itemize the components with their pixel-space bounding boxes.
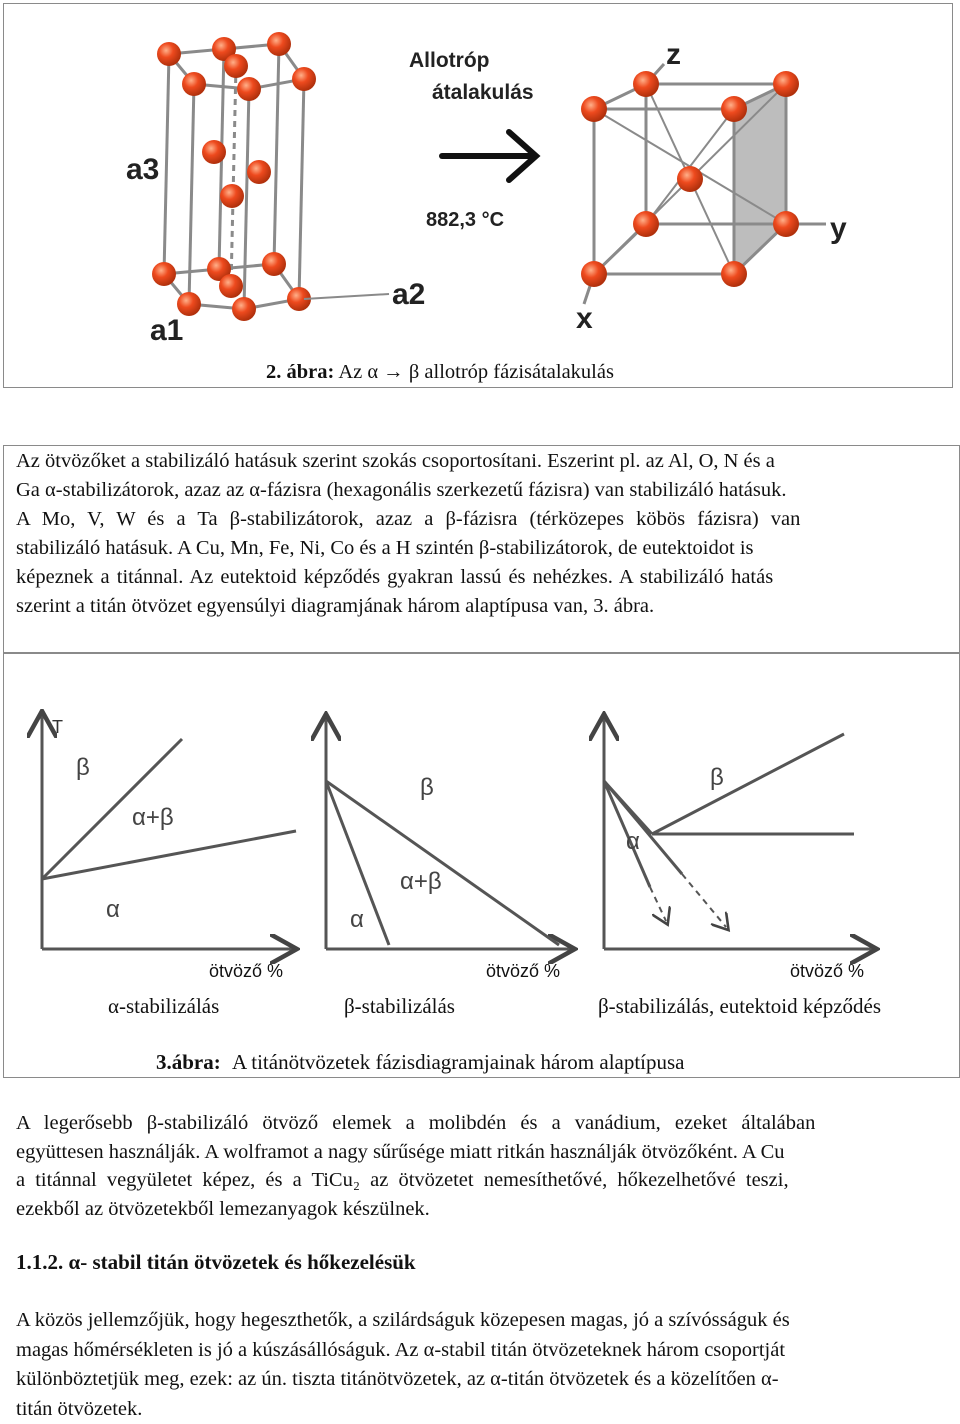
- paragraph-1-line: szerint a titán ötvözet egyensúlyi diagramjának három alaptípusa van, 3. ábra.: [16, 592, 946, 621]
- paragraph-2-line: a titánnal vegyületet képez, és a TiCu₂ az ötvözetet nemesíthetővé, hőkezelhetővé teszi,: [16, 1166, 946, 1195]
- paragraph-1: [16, 447, 946, 621]
- paragraph-2-line: ezekből az ötvözetekből lemezanyagok készülnek.: [16, 1195, 946, 1224]
- diagram-3-region-bottom: α: [626, 828, 640, 855]
- paragraph-1-line: Az ötvözőket a stabilizáló hatásuk szerint szokás csoportosítani. Eszerint pl. az Al, O, N és a: [16, 447, 946, 476]
- figure-3-box: [3, 653, 960, 1078]
- figure-3-caption-text: A titánötvözetek fázisdiagramjainak három alaptípusa: [232, 1050, 685, 1074]
- paragraph-1-line: Ga α-stabilizátorok, azaz az α-fázisra (hexagonális szerkezetű fázisra) van stabilizáló hatásuk.: [16, 476, 946, 505]
- diagram-1-region-bottom: α: [106, 896, 120, 923]
- diagram-1-region-mid: α+β: [132, 804, 174, 831]
- diagram-3-xlabel: ötvöző %: [790, 961, 864, 982]
- crystal-structure-figure: [4, 4, 952, 344]
- diagram-3-caption: β-stabilizálás, eutektoid képződés: [598, 994, 881, 1019]
- paragraph-1-line: stabilizáló hatásuk. A Cu, Mn, Fe, Ni, Co és a H szintén β-stabilizátorok, de eutektoidot is: [16, 534, 946, 563]
- paragraph-2-line: együttesen használják. A wolframot a nagy sűrűsége miatt ritkán használják ötvözőként. A Cu: [16, 1138, 946, 1167]
- label-a2: a2: [392, 278, 425, 311]
- section-title: α- stabil titán ötvözetek és hőkezelésük: [69, 1250, 416, 1274]
- paragraph-3: [16, 1306, 946, 1424]
- paragraph-3-line: A közös jellemzőjük, hogy hegeszthetők, a szilárdságuk közepesen magas, jó a szívósságuk és: [16, 1306, 946, 1336]
- label-x: x: [576, 302, 593, 335]
- diagram-2-region-bottom: α: [350, 906, 364, 933]
- arrow-title-2: átalakulás: [432, 81, 534, 104]
- paragraph-3-line: titán ötvözetek.: [16, 1395, 946, 1424]
- cubic-cell: [581, 64, 826, 304]
- diagram-2-xlabel: ötvöző %: [486, 961, 560, 982]
- figure-2-caption: [266, 361, 614, 384]
- label-a3: a3: [126, 153, 159, 186]
- paragraph-1-line: A Mo, V, W és a Ta β-stabilizátorok, azaz a β-fázisra (térközepes köbös fázisra) van: [16, 505, 946, 534]
- diagram-2-caption: β-stabilizálás: [344, 994, 455, 1019]
- alpha-stabilization-diagram: [42, 714, 296, 949]
- label-a1: a1: [150, 314, 183, 344]
- figure-3-caption-prefix: 3.ábra:: [156, 1050, 221, 1074]
- paragraph-3-line: különböztetjük meg, ezek: az ún. tiszta titánötvözetek, az α-titán ötvözetek és a közelítően α-: [16, 1365, 946, 1395]
- transformation-arrow-icon: [442, 132, 536, 180]
- figure-3-caption: [156, 1050, 685, 1075]
- arrow-title-1: Allotróp: [409, 49, 489, 72]
- paragraph-2-line: A legerősebb β-stabilizáló ötvöző elemek a molibdén és a vanádium, ezeket általában: [16, 1109, 946, 1138]
- section-number: 1.1.2.: [16, 1250, 63, 1274]
- eutectoid-diagram: [604, 717, 874, 949]
- paragraph-1-line: képeznek a titánnal. Az eutektoid képződés gyakran lassú és nehézkes. A stabilizáló hatás: [16, 563, 946, 592]
- t-axis-label: T: [52, 717, 63, 737]
- label-z: z: [666, 38, 681, 71]
- figure-2-box: [3, 3, 953, 388]
- diagram-2-region-mid: α+β: [400, 868, 442, 895]
- diagram-1-caption: α-stabilizálás: [108, 994, 219, 1019]
- figure-2-caption-prefix: 2. ábra:: [266, 361, 334, 383]
- diagram-1-region-top: β: [76, 754, 90, 781]
- figure-2-caption-text: Az α → β allotróp fázisátalakulás: [338, 361, 614, 383]
- diagram-1-xlabel: ötvöző %: [209, 961, 283, 982]
- label-y: y: [830, 212, 847, 245]
- paragraph-2: [16, 1109, 946, 1223]
- a2-axis-line: [304, 294, 389, 299]
- diagram-3-region-top: β: [710, 764, 724, 791]
- section-heading: [16, 1250, 416, 1275]
- temperature-label: 882,3 °C: [426, 209, 504, 231]
- diagram-2-region-top: β: [420, 774, 434, 801]
- paragraph-3-line: magas hőmérsékleten is jó a kúszásállóságuk. Az α-stabil titán ötvözeteknek három csoportját: [16, 1336, 946, 1366]
